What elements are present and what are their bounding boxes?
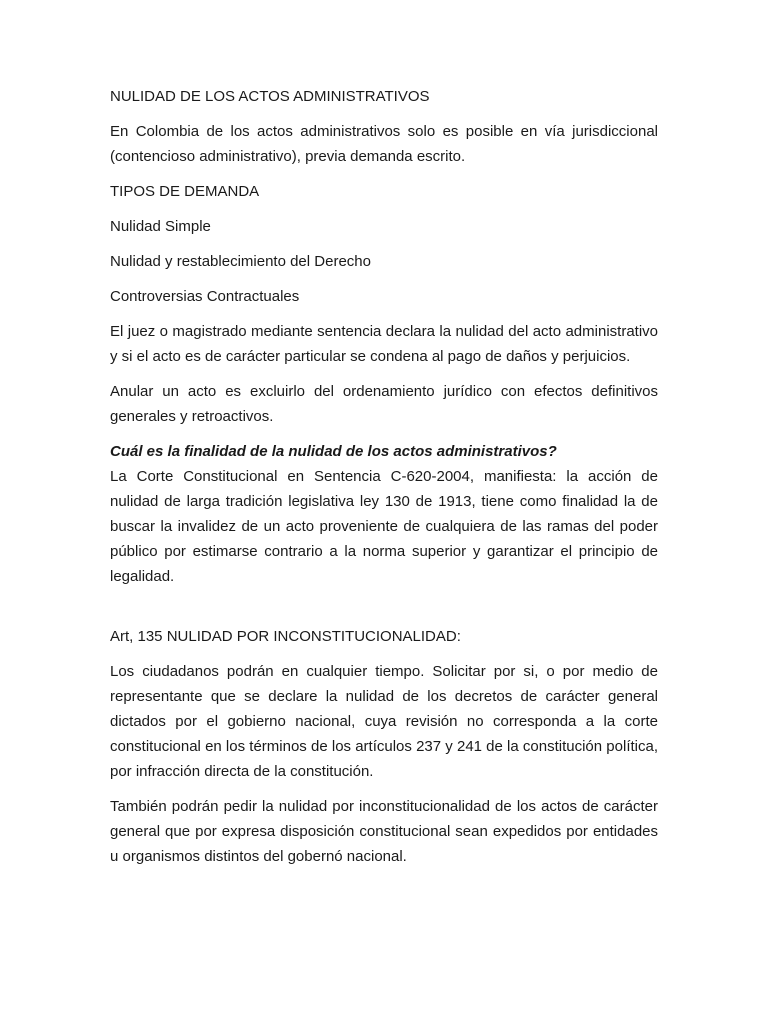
tipo-item-nulidad-simple: Nulidad Simple <box>110 218 211 235</box>
ciudadanos-paragraph: Los ciudadanos podrán en cualquier tiempo. Solicitar por si, o por medio de representante que se declare la nulidad de los decretos de carácter general dictados por el gobierno nacional, cuya revisión no corresponda a la corte constitucional en los términos de los artículos 237 y 241 de la constitución política, por infracción directa de la constitución. <box>110 663 658 780</box>
corte-paragraph: La Corte Constitucional en Sentencia C-620-2004, manifiesta: la acción de nulidad de larga tradición legislativa ley 130 de 1913, tiene como finalidad la de buscar la invalidez de un acto proveniente de cualquiera de las ramas del poder público por estimarse contrario a la norma superior y garantizar el principio de legalidad. <box>110 468 658 585</box>
tipo-item-controversias: Controversias Contractuales <box>110 288 300 305</box>
art-135-heading: Art, 135 NULIDAD POR INCONSTITUCIONALIDAD: <box>110 628 461 645</box>
anular-paragraph: Anular un acto es excluirlo del ordenamiento jurídico con efectos definitivos generales y retroactivos. <box>110 383 658 425</box>
tambien-paragraph: También podrán pedir la nulidad por inconstitucionalidad de los actos de carácter general que por expresa disposición constitucional sean expedidos por entidades u organismos distintos del gobernó nacional. <box>110 798 658 865</box>
tipos-heading: TIPOS DE DEMANDA <box>110 183 260 200</box>
document-title: NULIDAD DE LOS ACTOS ADMINISTRATIVOS <box>110 88 430 105</box>
intro-paragraph: En Colombia de los actos administrativos solo es posible en vía jurisdiccional (contencioso administrativo), previa demanda escrito. <box>110 123 658 165</box>
juez-paragraph: El juez o magistrado mediante sentencia declara la nulidad del acto administrativo y si el acto es de carácter particular se condena al pago de daños y perjuicios. <box>110 323 658 365</box>
finalidad-question: Cuál es la finalidad de la nulidad de los actos administrativos? <box>110 443 557 460</box>
tipo-item-restablecimiento: Nulidad y restablecimiento del Derecho <box>110 253 371 270</box>
blank-line <box>110 599 658 624</box>
